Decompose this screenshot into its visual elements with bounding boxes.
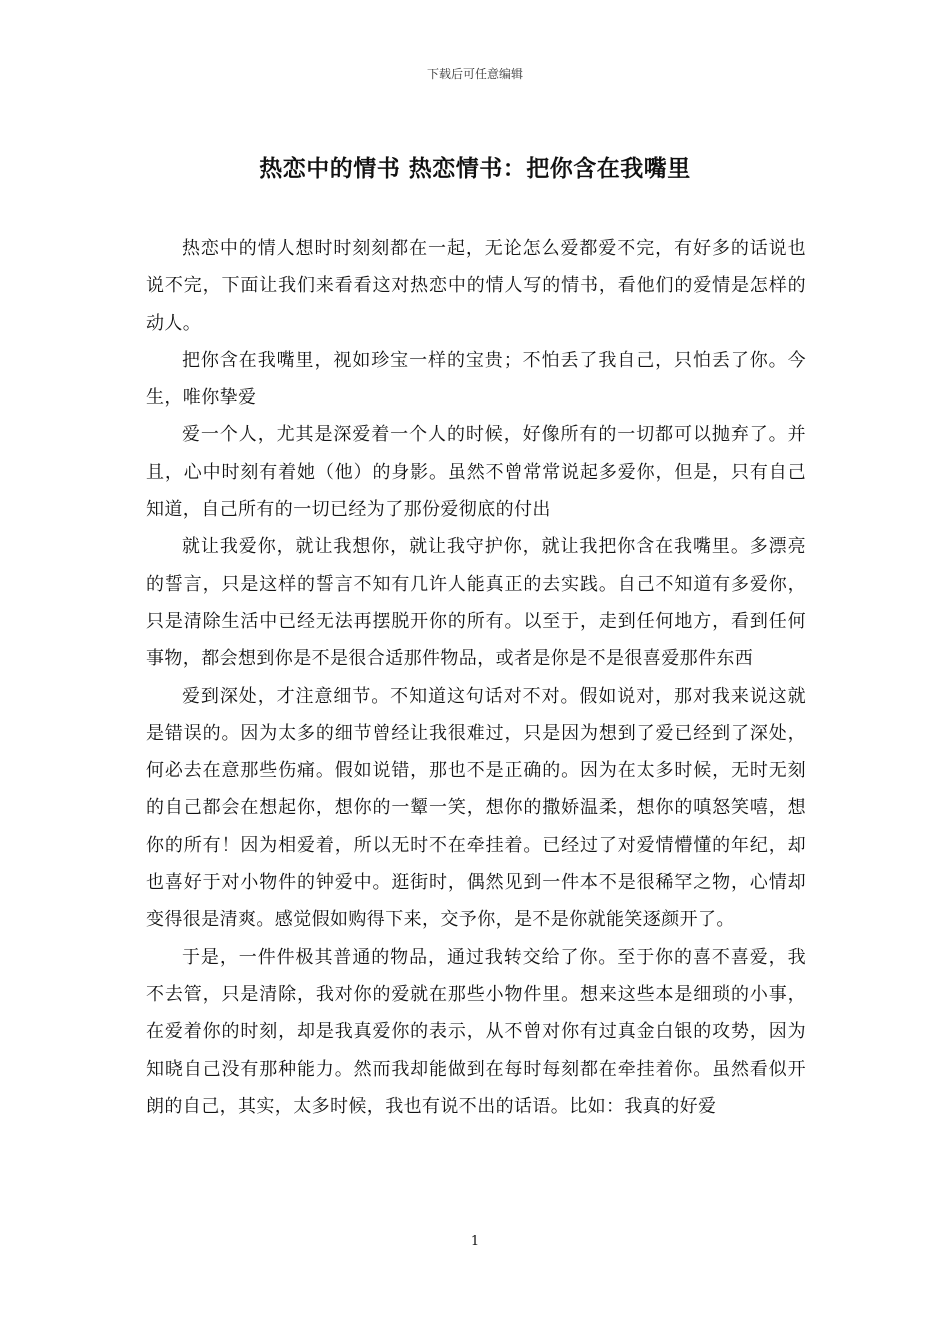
page-number: 1: [470, 1234, 480, 1249]
document-body: [146, 230, 806, 1125]
paragraph: 于是，一件件极其普通的物品，通过我转交给了你。至于你的喜不喜爱，我不去管，只是清除，我对你的爱就在那些小物件里。想来这些本是细琐的小事，在爱着你的时刻，却是我真爱你的表示，从不曾对你有过真金白银的攻势，因为知晓自己没有那种能力。然而我却能做到在每时每刻都在牵挂着你。虽然看似开朗的自己，其实，太多时候，我也有说不出的话语。比如：我真的好爱: [146, 946, 806, 1117]
paragraph: 爱一个人，尤其是深爱着一个人的时候，好像所有的一切都可以抛弃了。并且，心中时刻有着她（他）的身影。虽然不曾常常说起多爱你，但是，只有自己知道，自己所有的一切已经为了那份爱彻底的付出: [146, 424, 806, 521]
paragraph: 就让我爱你，就让我想你，就让我守护你，就让我把你含在我嘴里。多漂亮的誓言，只是这样的誓言不知有几许人能真正的去实践。自己不知道有多爱你，只是清除生活中已经无法再摆脱开你的所有。以至于，走到任何地方，看到任何事物，都会想到你是不是很合适那件物品，或者是你是不是很喜爱那件东西: [146, 536, 806, 670]
document-title: 热恋中的情书 热恋情书：把你含在我嘴里: [259, 156, 691, 182]
page-header: 下载后可任意编辑: [426, 67, 523, 81]
paragraph: 热恋中的情人想时时刻刻都在一起，无论怎么爱都爱不完，有好多的话说也说不完，下面让我们来看看这对热恋中的情人写的情书，看他们的爱情是怎样的动人。: [146, 238, 806, 334]
paragraph: 爱到深处，才注意细节。不知道这句话对不对。假如说对，那对我来说这就是错误的。因为太多的细节曾经让我很难过，只是因为想到了爱已经到了深处，何必去在意那些伤痛。假如说错，那也不是正确的。因为在太多时候，无时无刻的自己都会在想起你，想你的一颦一笑，想你的撒娇温柔，想你的嗔怒笑嘻，想你的所有！因为相爱着，所以无时不在牵挂着。已经过了对爱情懵懂的年纪，却也喜好于对小物件的钟爱中。逛街时，偶然见到一件本不是很稀罕之物，心情却变得很是清爽。感觉假如购得下来，交予你，是不是你就能笑逐颜开了。: [146, 685, 806, 931]
paragraph: 把你含在我嘴里，视如珍宝一样的宝贵；不怕丢了我自己，只怕丢了你。今生，唯你挚爱: [146, 349, 806, 409]
